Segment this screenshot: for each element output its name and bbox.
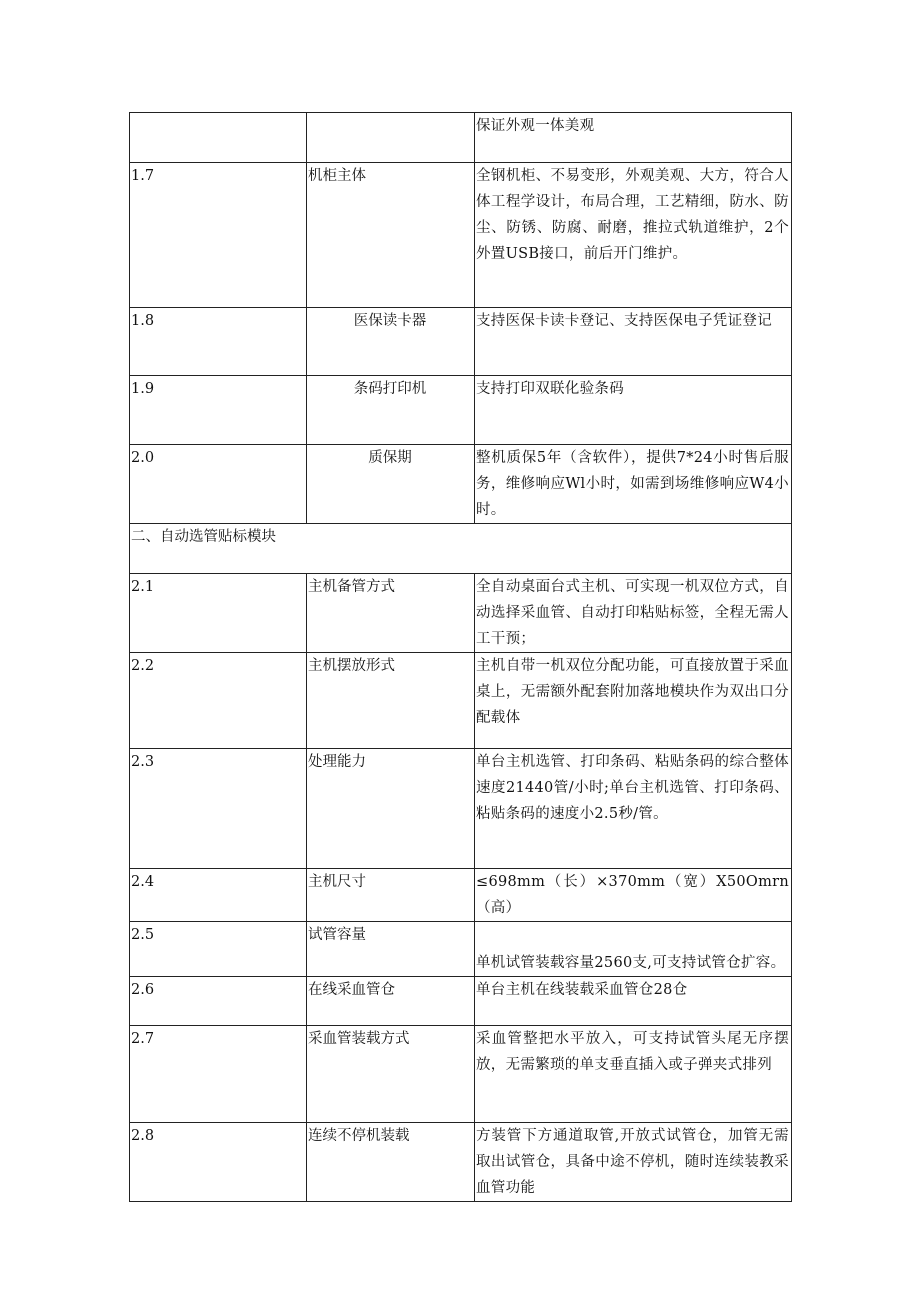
row-description: 主机自带一机双位分配功能，可直接放置于采血桌上，无需额外配套附加落地模块作为双出口分配载体 [475, 653, 792, 749]
row-number: 1.9 [130, 376, 307, 445]
row-number: 2.0 [130, 445, 307, 524]
row-item: 处理能力 [307, 749, 475, 869]
row-description: 单台主机选管、打印条码、粘贴条码的综合整体速度21440管/小时;单台主机选管、打印条码、粘贴条码的速度小2.5秒/管。 [475, 749, 792, 869]
table-row [130, 1026, 792, 1123]
row-description: 保证外观一体美观 [475, 113, 792, 163]
row-number: 2.2 [130, 653, 307, 749]
row-number: 2.6 [130, 977, 307, 1026]
table-row [130, 163, 792, 308]
row-item: 试管容量 [307, 922, 475, 977]
section-row [130, 524, 792, 574]
table-row [130, 1123, 792, 1202]
row-number: 2.1 [130, 574, 307, 653]
row-item: 连续不停机装载 [307, 1123, 475, 1202]
table-row [130, 869, 792, 922]
row-number: 1.8 [130, 308, 307, 376]
row-number: 2.3 [130, 749, 307, 869]
row-item: 主机摆放形式 [307, 653, 475, 749]
table-row [130, 574, 792, 653]
row-item: 主机备管方式 [307, 574, 475, 653]
table-row [130, 113, 792, 163]
row-number: 2.5 [130, 922, 307, 977]
row-number: 2.7 [130, 1026, 307, 1123]
table-row [130, 376, 792, 445]
table-row [130, 308, 792, 376]
section-heading: 二、自动选管贴标模块 [130, 524, 792, 574]
row-number: 2.8 [130, 1123, 307, 1202]
row-item: 主机尺寸 [307, 869, 475, 922]
row-description: 全钢机柜、不易变形，外观美观、大方，符合人体工程学设计，布局合理，工艺精细，防水、防尘、防锈、防腐、耐磨，推拉式轨道维护，2个外置USB接口，前后开门维护。 [475, 163, 792, 308]
row-number: 2.4 [130, 869, 307, 922]
row-description: ≤698mm（长）×370mm（宽）X50Omrn（高） [475, 869, 792, 922]
row-item: 机柜主体 [307, 163, 475, 308]
row-item: 质保期 [307, 445, 475, 524]
table-row [130, 922, 792, 977]
row-item: 在线采血管仓 [307, 977, 475, 1026]
row-description: 方装管下方通道取管,开放式试管仓，加管无需取出试管仓，具备中途不停机，随时连续装教采血管功能 [475, 1123, 792, 1202]
spec-table [129, 112, 792, 1202]
row-description: 采血管整把水平放入，可支持试管头尾无序摆放，无需繁琐的单支垂直插入或子弹夹式排列 [475, 1026, 792, 1123]
row-number: 1.7 [130, 163, 307, 308]
row-number [130, 113, 307, 163]
table-row [130, 445, 792, 524]
row-description: 单台主机在线装载采血管仓28仓 [475, 977, 792, 1026]
row-item: 采血管装载方式 [307, 1026, 475, 1123]
row-description: 整机质保5年（含软件），提供7*24小时售后服务，维修响应Wl小时，如需到场维修响应W4小时。 [475, 445, 792, 524]
row-description: 全自动桌面台式主机、可实现一机双位方式，自动选择采血管、自动打印粘贴标签，全程无需人工干预； [475, 574, 792, 653]
row-item: 医保读卡器 [307, 308, 475, 376]
table-row [130, 653, 792, 749]
table-row [130, 977, 792, 1026]
row-description: 支持医保卡读卡登记、支持医保电子凭证登记 [475, 308, 792, 376]
row-description: 单机试管装载容量2560支,可支持试管仓扩容。 [475, 922, 792, 977]
row-item [307, 113, 475, 163]
table-row [130, 749, 792, 869]
row-description: 支持打印双联化验条码 [475, 376, 792, 445]
row-item: 条码打印机 [307, 376, 475, 445]
